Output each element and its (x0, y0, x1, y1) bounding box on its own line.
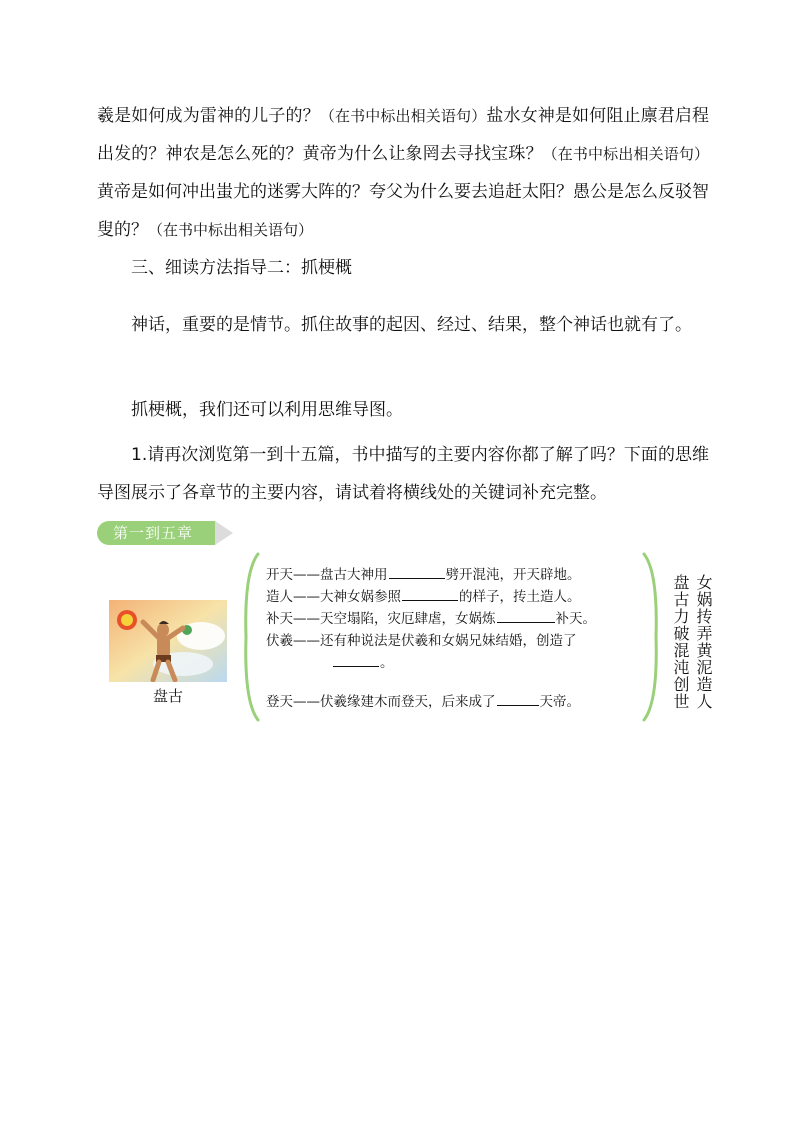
left-brace (240, 552, 262, 722)
fill-blank[interactable] (389, 565, 445, 579)
paragraph-mindmap-intro: 抓梗概，我们还可以利用思维导图。 (131, 400, 403, 420)
fill-blank[interactable] (402, 587, 458, 601)
mindmap-lines (266, 564, 640, 713)
label-pangu: 盘古力破混沌创世 (671, 574, 690, 710)
chapter-tab-arrow (215, 521, 233, 545)
text-run: 羲是如何成为雷神的儿子的？ (97, 106, 320, 126)
mindmap-line-dengtian: 登天——伏羲缘建木而登天，后来成了 天帝。 (266, 694, 580, 710)
label-nuwa: 女娲抟弄黄泥造人 (694, 574, 713, 710)
mindmap-line-fuxi: 伏羲——还有种说法是伏羲和女娲兄妹结婚，创造了 (266, 633, 577, 649)
mindmap-line-butian: 补天——天空塌陷，灾厄肆虐，女娲炼 补天。 (266, 611, 596, 627)
chapter-tab: 第一到五章 (97, 521, 215, 545)
fill-blank[interactable] (497, 692, 539, 706)
fill-blank[interactable] (497, 609, 555, 623)
text-run: 盐水女神是如何阻止廪君启程出发的？神农是怎么死的？黄帝为什么让象罔去寻找宝珠？ (97, 106, 710, 164)
section-heading: 三、细读方法指导二：抓梗概 (131, 258, 352, 278)
fill-blank[interactable] (333, 653, 379, 667)
note-mark-sentences: （在书中标出相关语句） (542, 145, 709, 163)
text-run: 黄帝是如何冲出蚩尤的迷雾大阵的？夸父为什么要去追赶太阳？愚公是怎么反驳智叟的？ (97, 182, 709, 240)
note-mark-sentences: （在书中标出相关语句） (148, 221, 314, 239)
paragraph-plot: 神话，重要的是情节。抓住故事的起因、经过、结果，整个神话也就有了。 (131, 315, 692, 335)
pangu-illustration (109, 600, 227, 682)
mindmap-line-kaitian: 开天——盘古大神用 劈开混沌，开天辟地。 (266, 567, 581, 583)
right-brace (640, 552, 662, 722)
mindmap-line-zaoren: 造人——大神女娲参照 的样子，抟土造人。 (266, 589, 581, 605)
paragraph-task: 1.请再次浏览第一到十五篇，书中描写的主要内容你都了解了吗？下面的思维导图展示了各章节的主要内容，请试着将横线处的关键词补充完整。 (97, 445, 709, 503)
note-mark-sentences: （在书中标出相关语句） (319, 107, 487, 125)
mindmap-line-fuxi-cont: 。 (266, 652, 640, 674)
paragraph-questions (97, 97, 709, 249)
image-caption: 盘古 (152, 687, 183, 705)
